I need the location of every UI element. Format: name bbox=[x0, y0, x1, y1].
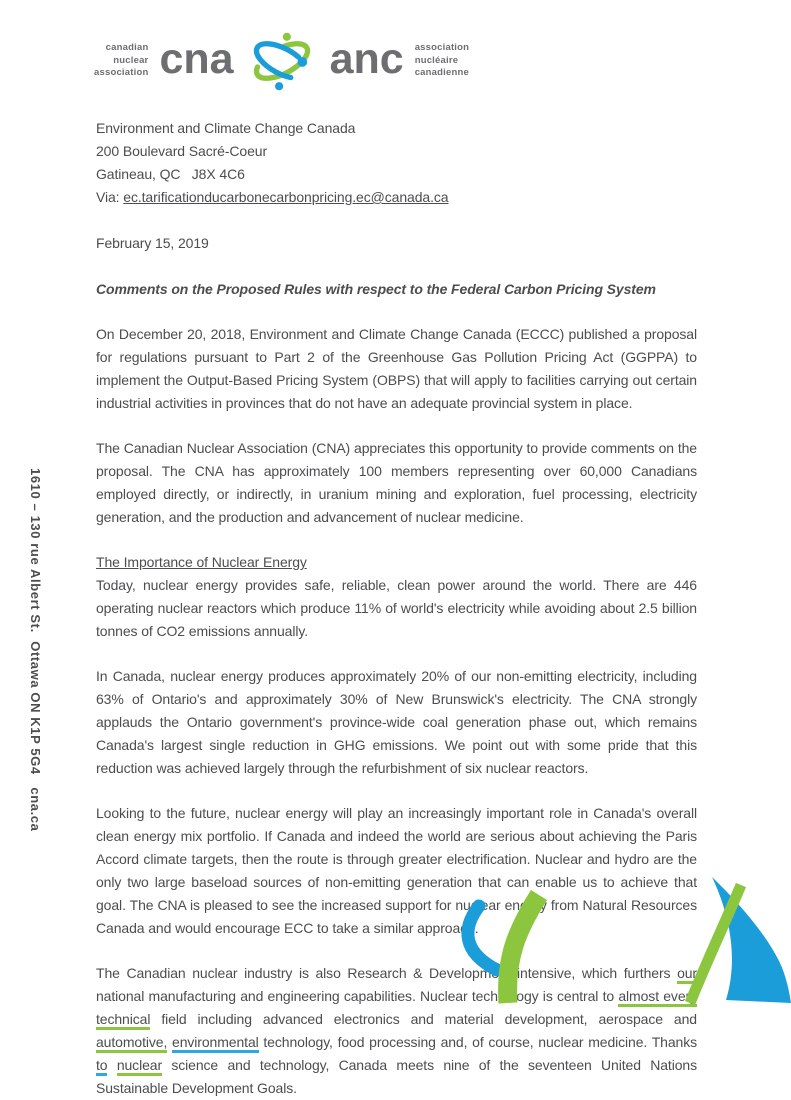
section-heading: The Importance of Nuclear Energy bbox=[96, 554, 307, 570]
recipient-line: Environment and Climate Change Canada bbox=[96, 120, 356, 136]
grammar-marked-word: automotive, bbox=[96, 1034, 167, 1053]
logo-tagline-line: nucléaire bbox=[414, 54, 459, 66]
email-link[interactable]: ec.tarificationducarbonecarbonpricing.ec@canada.ca bbox=[123, 189, 449, 205]
grammar-marked-word: our bbox=[677, 965, 697, 984]
grammar-marked-word: environmental bbox=[172, 1034, 259, 1053]
swoosh-green-stroke bbox=[508, 895, 539, 1003]
logo-tagline-english bbox=[94, 42, 148, 79]
paragraph-canada-nuclear: In Canada, nuclear energy produces approximately 20% of our non-emitting electricity, including 63% of Ontario's and approximately 30% of New Brunswick's electricity. The CNA strongly applauds the Ontario government's province-wide coal generation phase out, which remains Canada's largest single reduction in GHG emissions. We point out with some pride that this reduction was achieved largely through the refurbishment of six nuclear reactors. bbox=[96, 668, 697, 776]
cna-letterhead-logo bbox=[94, 30, 469, 92]
atom-icon bbox=[247, 30, 317, 92]
paragraph-future: Looking to the future, nuclear energy will play an increasingly important role in Canada's overall clean energy mix portfolio. If Canada and indeed the world are serious about achieving the Paris Accord climate targets, then the route is through greater electrification. Nuclear and hydro are the only two large baseload sources of non-emitting generation that can enable us to achieve that goal. The CNA is pleased to see the increased support for nuclear energy from Natural Resources Canada and would encourage ECC to take a similar approach. bbox=[96, 805, 697, 936]
recipient-line: Gatineau, QC J8X 4C6 bbox=[96, 166, 245, 182]
logo-tagline-line: association bbox=[414, 42, 470, 54]
logo-tagline-line: canadienne bbox=[414, 67, 469, 79]
logo-tagline-line: nuclear bbox=[113, 54, 149, 66]
paragraph-world-nuclear: Today, nuclear energy provides safe, reliable, clean power around the world. There are 446 operating nuclear reactors which produce 11% of world's electricity while avoiding about 2.5 billion tonnes of CO2 emissions annually. bbox=[96, 577, 697, 639]
recipient-line: 200 Boulevard Sacré-Coeur bbox=[96, 143, 268, 159]
sidebar-address-vertical: 1610 – 130 rue Albert St. Ottawa ON K1P 5G4 cna.ca bbox=[28, 468, 43, 832]
anc-wordmark: anc bbox=[329, 34, 404, 83]
subject-line: Comments on the Proposed Rules with respect to the Federal Carbon Pricing System bbox=[96, 281, 656, 297]
grammar-marked-word: technical bbox=[96, 1011, 150, 1030]
logo-tagline-line: association bbox=[94, 67, 149, 79]
paragraph-cna-intro: The Canadian Nuclear Association (CNA) appreciates this opportunity to provide comments on the proposal. The CNA has approximately 100 members representing over 60,000 Canadians employed directly, or indirectly, in uranium mining and exploration, fuel processing, electricity generation, and the production and advancement of nuclear medicine. bbox=[96, 440, 697, 525]
brand-swoosh-graphic bbox=[450, 872, 791, 1012]
logo-tagline-line: canadian bbox=[105, 42, 149, 54]
grammar-marked-word: almost every bbox=[618, 988, 697, 1007]
swoosh-blue-blade bbox=[712, 877, 791, 1003]
via-label: Via: bbox=[96, 189, 124, 205]
letter-date: February 15, 2019 bbox=[96, 235, 209, 251]
logo-tagline-french bbox=[415, 42, 469, 79]
grammar-marked-word: to bbox=[96, 1057, 107, 1076]
paragraph-rd: The Canadian nuclear industry is also Research & Development intensive, which furthers our national manufacturing and engineering capabilities. Nuclear technology is central to almost every technical field including advanced electronics and material development, aerospace and automotive, environmental technology, food processing and, of course, nuclear medicine. Thanks to nuclear science and technology, Canada meets nine of the seventeen United Nations Sustainable Development Goals. bbox=[96, 965, 698, 1096]
paragraph-proposal: On December 20, 2018, Environment and Climate Change Canada (ECCC) published a proposal for regulations pursuant to Part 2 of the Greenhouse Gas Pollution Pricing Act (GGPPA) to implement the Output-Based Pricing System (OBPS) that will apply to facilities carrying out certain industrial activities in provinces that do not have an adequate provincial system in place. bbox=[96, 326, 697, 411]
swoosh-blue-crescent bbox=[468, 906, 497, 970]
grammar-marked-word: nuclear bbox=[117, 1057, 162, 1076]
cna-wordmark: cna bbox=[159, 34, 234, 83]
via-line bbox=[96, 186, 697, 209]
